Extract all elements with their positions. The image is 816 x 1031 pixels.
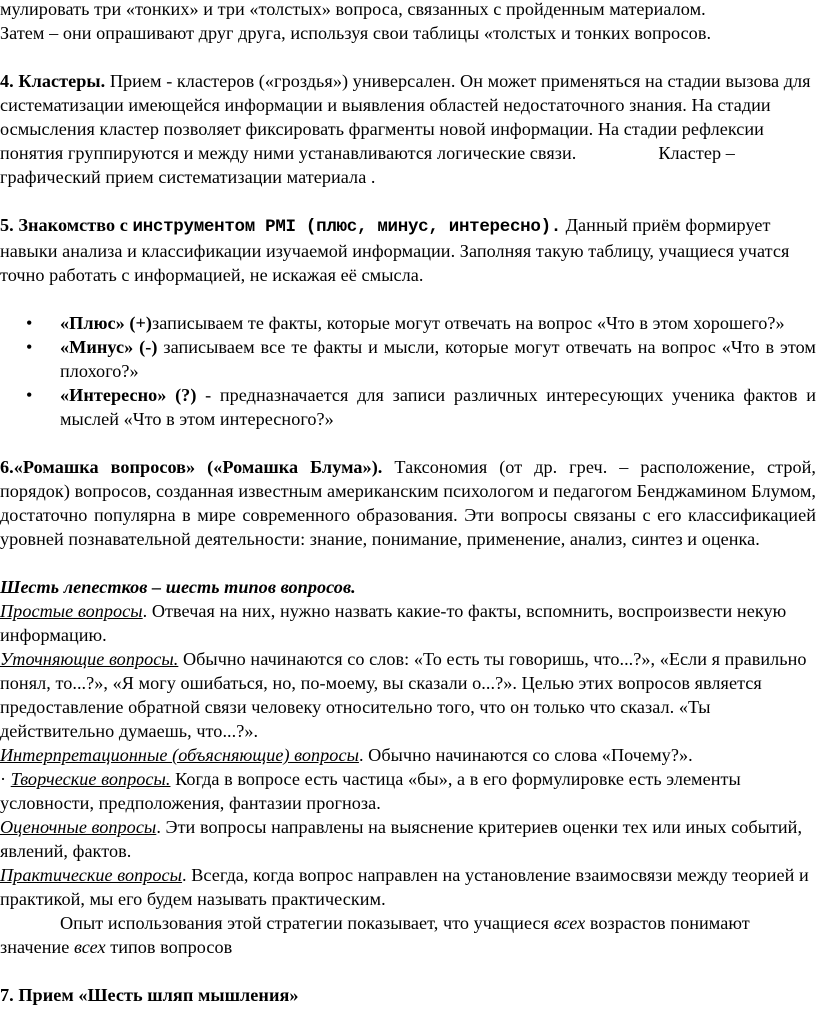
section-seven-heading	[0, 983, 816, 1007]
list-item-label: «Минус» (-)	[60, 337, 158, 357]
question-type-text: Когда в вопросе есть частица «бы», а в его формулировке есть элементы условности, предположения, фантазии прогноза.	[0, 769, 741, 813]
question-type-clarifying	[0, 647, 816, 743]
list-item-label: «Плюс» (+)	[60, 313, 153, 333]
paragraph-text: Опыт использования этой стратегии показывает, что учащиеся	[60, 913, 554, 933]
section-heading: 6.«Ромашка вопросов» («Ромашка Блума»).	[0, 457, 383, 477]
section-heading: 4. Кластеры.	[0, 71, 110, 91]
section-heading-mono: инструментом PMI (плюс, минус, интересно).	[132, 217, 561, 237]
paragraph-bloom	[0, 455, 816, 551]
subheading: Шесть лепестков – шесть типов вопросов.	[0, 577, 356, 597]
list-item-text: записываем те факты, которые могут отвечать на вопрос «Что в этом хорошего?»	[152, 313, 785, 333]
question-type-simple	[0, 599, 816, 647]
list-item-label: «Интересно» (?)	[60, 385, 197, 405]
paragraph-experience	[0, 911, 816, 959]
list-item	[0, 383, 816, 431]
question-type-name: Творческие вопросы.	[10, 769, 171, 789]
paragraph-text: Таксономия (от др. греч. – расположение, строй, порядок) вопросов, созданная известным американским психологом и педагогом Бенджамином Блумом, достаточно популярна в мире современного образования. Эти вопросы связаны с его классификацией уровней познавательной деятельности: знание, понимание, применение, анализ, синтез и оценка.	[0, 457, 816, 549]
question-type-prefix: ·	[0, 769, 11, 789]
list-item-text: записываем все те факты и мысли, которые могут отвечать на вопрос «Что в этом плохого?»	[60, 337, 816, 381]
bullet-icon: •	[26, 385, 33, 405]
paragraph-intro-cont	[0, 0, 816, 45]
emphasis-text: всех	[553, 913, 586, 933]
question-type-name: Практические вопросы	[0, 865, 183, 885]
list-item	[0, 311, 816, 335]
text-line: Затем – они опрашивают друг друга, используя свои таблицы «толстых и тонких вопросов.	[0, 23, 712, 43]
paragraph-pmi	[0, 213, 816, 287]
text-line: мулировать три «тонких» и три «толстых» вопроса, связанных с пройденным материалом.	[0, 0, 706, 19]
paragraph-text: возрастов понимают значение	[0, 913, 750, 957]
question-type-name: Простые вопросы	[0, 601, 143, 621]
emphasis-text: всех	[74, 937, 106, 957]
petals-title	[0, 575, 816, 599]
bullet-icon: •	[26, 337, 33, 357]
paragraph-text: Кластер – графический прием систематизации материала .	[0, 143, 735, 187]
question-type-evaluative	[0, 815, 816, 863]
paragraph-text: типов вопросов	[105, 937, 233, 957]
question-type-text: . Эти вопросы направлены на выяснение критериев оценки тех или иных событий, явлений, фактов.	[0, 817, 803, 861]
section-heading: 7. Прием «Шесть шляп мышления»	[0, 985, 299, 1005]
list-item	[0, 335, 816, 383]
paragraph-text: Данный приём формирует навыки анализа и классификации изучаемой информации. Заполняя такую таблицу, учащиеся учатся точно работать с информацией, не искажая её смысла.	[0, 215, 790, 285]
question-type-text: . Обычно начинаются со слова «Почему?».	[358, 745, 693, 765]
bullet-icon: •	[26, 313, 33, 333]
list-item-text: - предназначается для записи различных интересующих ученика фактов и мыслей «Что в этом интересного?»	[60, 385, 816, 429]
question-type-text: . Всегда, когда вопрос направлен на установление взаимосвязи между теорией и практикой, мы его будем называть практическим.	[0, 865, 809, 909]
question-type-text: Обычно начинаются со слов: «То есть ты говоришь, что...?», «Если я правильно понял, то...?», «Я могу ошибаться, но, по-моему, вы сказали о...?». Целью этих вопросов является предоставление обратной связи человеку относительно того, что он только что сказал. «Ты действительно думаешь, что...?».	[0, 649, 807, 741]
question-type-practical	[0, 863, 816, 911]
pmi-list	[0, 311, 816, 431]
question-type-interpretive	[0, 743, 816, 767]
section-heading: 5. Знакомство с	[0, 215, 133, 235]
question-type-name: Интерпретационные (объясняющие) вопросы	[0, 745, 359, 765]
question-type-creative	[0, 767, 816, 815]
question-type-text: . Отвечая на них, нужно назвать какие-то факты, вспомнить, воспроизвести некую информацию.	[0, 601, 787, 645]
question-type-name: Уточняющие вопросы.	[0, 649, 179, 669]
paragraph-text: Прием - кластеров («гроздья») универсален. Он может применяться на стадии вызова для систематизации имеющейся информации и выявления областей недостаточного знания. На стадии осмысления кластер позволяет фиксировать фрагменты новой информации. На стадии рефлексии понятия группируются и между ними устанавливаются логические связи.	[0, 71, 811, 163]
paragraph-clusters	[0, 69, 816, 189]
question-type-name: Оценочные вопросы	[0, 817, 157, 837]
